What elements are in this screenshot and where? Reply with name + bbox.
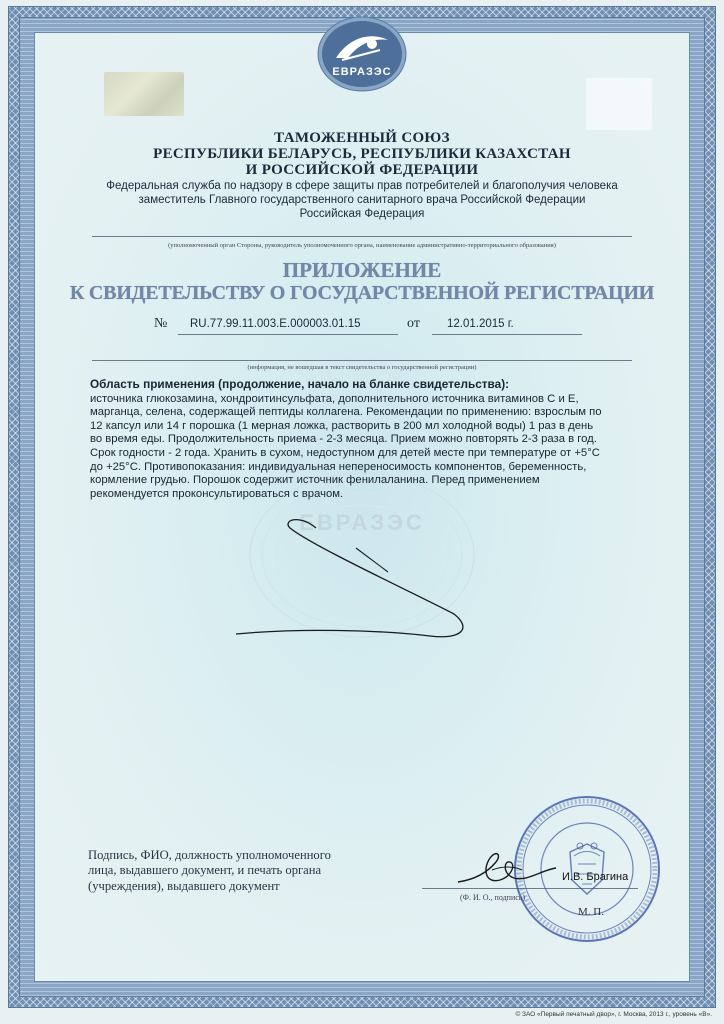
printer-copyright: © ЗАО «Первый печатный двор», г. Москва, 2013 г., уровень «В». [515, 1011, 712, 1018]
scope-line: во время еды. Продолжительность приема - 2-3 месяца. Прием можно повторять 2-3 раза в год. [90, 433, 597, 446]
signature-instructions [88, 848, 398, 894]
header-line-3: И РОССИЙСКОЙ ФЕДЕРАЦИИ [245, 162, 479, 178]
footer-line: Подпись, ФИО, должность уполномоченного [88, 848, 331, 862]
footer-line: (учреждения), выдавшего документ [88, 878, 280, 893]
footer-line: лица, выдавшего документ, и печать органа [88, 863, 322, 878]
agency-line-1: Федеральная служба по надзору в сфере защиты прав потребителей и благополучия человека [106, 180, 618, 192]
signer-caption: (Ф. И. О., подпись) [460, 893, 526, 902]
signer-name: И.В. Брагина [562, 871, 629, 883]
scope-line: рекомендуется проконсультироваться с врачом. [90, 487, 344, 500]
scope-line: кормление грудью. Порошок содержит источник фенилаланина. Перед применением [90, 474, 540, 487]
scope-line: Срок годности - 2 года. Хранить в сухом, недоступном для детей месте при температуре от +5°С [90, 446, 600, 459]
date-label: от [407, 316, 420, 331]
agency-line-3: Российская Федерация [299, 208, 425, 220]
emblem-label: ЕВРАЗЭС [332, 66, 392, 78]
agency-caption: (уполномоченный орган Стороны, руководитель уполномоченного органа, наименование административно-территориального образования) [168, 242, 556, 249]
scope-line: источника глюкозамина, хондроитинсульфата, дополнительного источника витаминов С и Е, [90, 392, 579, 405]
scope-line: до +25°С. Противопоказания: индивидуальная непереносимость компонентов, беременность, [90, 460, 587, 473]
info-caption: (информация, не вошедшая в текст свидетельства о государственной регистрации) [247, 364, 477, 371]
scope-heading: Область применения (продолжение, начало на бланке свидетельства): [90, 377, 510, 391]
scope-line: марганца, селена, содержащей пептиды коллагена. Рекомендации по применению: взрослым по [90, 406, 602, 419]
watermark-label: ЕВРАЗЭС [299, 510, 425, 535]
document-title: ПРИЛОЖЕНИЕ [282, 258, 442, 282]
scope-line: 12 капсул или 14 г порошка (1 мерная ложка, растворить в 200 мл холодной воды) 1 раз в день [90, 419, 594, 432]
handwritten-signature [452, 840, 572, 900]
number-label: № [154, 316, 168, 331]
header-line-1: ТАМОЖЕННЫЙ СОЮЗ [274, 130, 450, 146]
registration-number: RU.77.99.11.003.E.000003.01.15 [190, 318, 361, 330]
agency-line-2: заместитель Главного государственного санитарного врача Российской Федерации [138, 194, 586, 206]
header-line-2: РЕСПУБЛИКИ БЕЛАРУСЬ, РЕСПУБЛИКИ КАЗАХСТАН [153, 146, 571, 162]
seal-mark: М. П. [578, 906, 604, 918]
registration-date: 12.01.2015 г. [447, 318, 514, 330]
document-subtitle: К СВИДЕТЕЛЬСТВУ О ГОСУДАРСТВЕННОЙ РЕГИСТРАЦИИ [69, 282, 655, 304]
